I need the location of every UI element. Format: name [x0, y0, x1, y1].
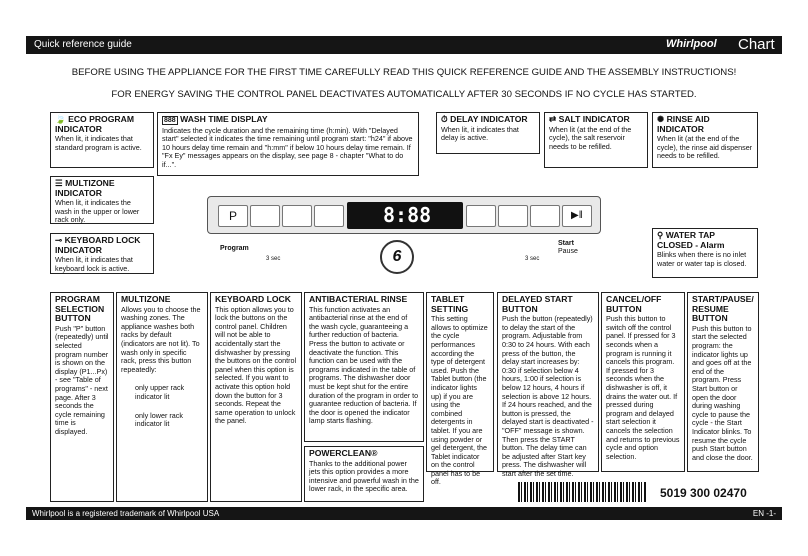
water-tap-alarm-box: ⚲ WATER TAP CLOSED - Alarm Blinks when there is no inlet water or water tap is closed.	[652, 228, 758, 278]
keyboard-lock-indicator-box: ⊸ KEYBOARD LOCK INDICATOR When lit, it indicates that keyboard lock is active.	[50, 233, 154, 274]
sparkle-icon: ✺	[657, 114, 665, 124]
leaf-icon: 🍃	[55, 114, 66, 124]
powerclean-box: POWERCLEAN® Thanks to the additional power jets this option provides a more intensive and powerful wash in the lower rack, in the specific area.	[304, 446, 424, 502]
salt-icon: ⇄	[549, 114, 557, 124]
lock-3sec-label: 3 sec	[266, 256, 281, 262]
salt-indicator-box: ⇄ SALT INDICATOR When lit (at the end of the cycle), the salt reservoir needs to be refilled.	[544, 112, 648, 168]
program-button[interactable]: P	[218, 205, 248, 227]
footer-bar	[26, 507, 782, 520]
eco-indicator-box: 🍃 ECO PROGRAM INDICATOR When lit, it indicates that standard program is active.	[50, 112, 154, 168]
wash-time-display	[347, 202, 463, 229]
brand-logo: Whirlpool	[666, 38, 717, 50]
digits-icon: 888	[164, 117, 176, 124]
multizone-box: MULTIZONE Allows you to choose the washing zones. The appliance washes both racks by default (indicators are not lit). To wash only in specific rack, press this button repeatedly: only upper rack indicator lit only lower rack indicator lit	[116, 292, 208, 502]
antibacterial-rinse-box: ANTIBACTERIAL RINSE This function activates an antibacterial rinse at the end of the wash cycle, guaranteeing a further reduction of bacteria. Press the button to activate or deactivate the function. This function can be used with the programs indicated in the table of programs. The dishwasher door must be kept shut for the entire duration of the program in order to guarantee reduction of bacteria. If the door is opened the indicator lamp starts flashing.	[304, 292, 424, 442]
keyboard-lock-button[interactable]	[282, 205, 312, 227]
header-title: Quick reference guide	[34, 39, 132, 50]
page-number: EN -1-	[752, 509, 776, 518]
warning-line-2: FOR ENERGY SAVING THE CONTROL PANEL DEACTIVATES AUTOMATICALLY AFTER 30 SECONDS IF NO CYCLE HAS STARTED.	[111, 89, 697, 100]
cancel-off-box: CANCEL/OFF BUTTON Push this button to switch off the control panel. If pressed for 3 seconds when a program is running it cancels this program. If pressed for 3 seconds when the dishwasher is off, it drains the water out. If pressed during program and delayed start selection it cancels the selection and returns to previous cycle and option selection.	[601, 292, 685, 472]
barcode-number: 5019 300 02470	[660, 486, 747, 500]
control-panel	[207, 196, 601, 234]
wash-time-display-box: 888 WASH TIME DISPLAY Indicates the cycle duration and the remaining time (h:min). With "Delayed start" selected it indicates the time remaining until program start: "h24" if above 10 hours delay time remain and "h:mm" if below 10 hours delay time remain. If "Fx Ey" messages appears on the display, see page 8 - chapter "What to do if...".	[157, 112, 419, 176]
cancel-3sec-label: 3 sec	[525, 256, 540, 262]
multizone-button[interactable]	[250, 205, 280, 227]
tap-icon: ⚲	[657, 230, 664, 240]
key-icon: ⊸	[55, 235, 63, 245]
delayed-start-box: DELAYED START BUTTON Push the button (repeatedly) to delay the start of the program. Adjustable from 0:30 to 24 hours. With each press of the button, the delay start increases by: 0:30 if selection below 4 hours, 1:00 if selection is below 12 hours, 4 hours if selection is above 12 hours. If 24 hours reached, and the button is pressed, the delayed start is deactivated - "OFF" message is shown. Then press the START button. The delay time can be adjusted after Start key press. The dishwasher will start after the set time.	[497, 292, 599, 472]
rinse-aid-indicator-box: ✺ RINSE AID INDICATOR When lit (at the end of the cycle), the rinse aid dispenser needs to be refilled.	[652, 112, 758, 168]
chart-label: Chart	[738, 36, 775, 53]
keyboard-lock-box: KEYBOARD LOCK This option allows you to lock the buttons on the control panel. Children will not be able to accidentally start the dishwasher by pressing the buttons on the control panel when this option is selected. If you want to activate this option hold down the button for 3 seconds. Repeat the same operation to unlock the panel.	[210, 292, 302, 502]
barcode	[518, 482, 646, 502]
delayed-start-button[interactable]	[498, 205, 528, 227]
multizone-indicator-box: ☰ MULTIZONE INDICATOR When lit, it indicates the wash in the upper or lower rack only.	[50, 176, 154, 224]
start-pause-resume-box: START/PAUSE/ RESUME BUTTON Push this button to start the selected program: the indicator lights up and goes off at the end of the program. Press Start button or open the door during washing cycle to pause the cycle - the Start Indicator blinks. To resume the cycle push Start button and close the door.	[687, 292, 759, 472]
cancel-button[interactable]	[530, 205, 560, 227]
warning-line-1: BEFORE USING THE APPLIANCE FOR THE FIRST TIME CAREFULLY READ THIS QUICK REFERENCE GUIDE AND THE ASSEMBLY INSTRUCTIONS!	[71, 67, 737, 78]
tablet-button[interactable]	[466, 205, 496, 227]
rack-icon: ☰	[55, 178, 63, 188]
start-label: Start	[558, 240, 574, 247]
program-label: Program	[220, 245, 249, 252]
play-pause-icon: ▶‖	[571, 210, 583, 221]
tablet-setting-box: TABLET SETTING This setting allows to optimize the cycle performances according the type of detergent used. Push the Tablet button (the indicator lights up) if you are using the combined detergents in tablet. If you are using powder or gel detergent, the Tablet indicator on the control panel has to be off.	[426, 292, 494, 472]
header-bar	[26, 36, 782, 54]
delay-indicator-box: ⏱ DELAY INDICATOR When lit, it indicates that delay is active.	[436, 112, 540, 154]
trademark-text: Whirlpool is a registered trademark of Whirlpool USA	[32, 509, 220, 518]
sixth-sense-logo: 6	[380, 240, 414, 274]
display-digits: 8:88	[383, 203, 432, 227]
start-pause-button[interactable]	[562, 205, 592, 227]
program-selection-box: PROGRAM SELECTION BUTTON Push "P" button (repeatedly) until selected program number is shown on the display (P1...Px) - see "Table of programs" - next page. After 3 seconds the cycle remaining time is displayed.	[50, 292, 114, 502]
antibacterial-button[interactable]	[314, 205, 344, 227]
pause-label: Pause	[558, 248, 578, 255]
clock-icon: ⏱	[441, 114, 448, 124]
